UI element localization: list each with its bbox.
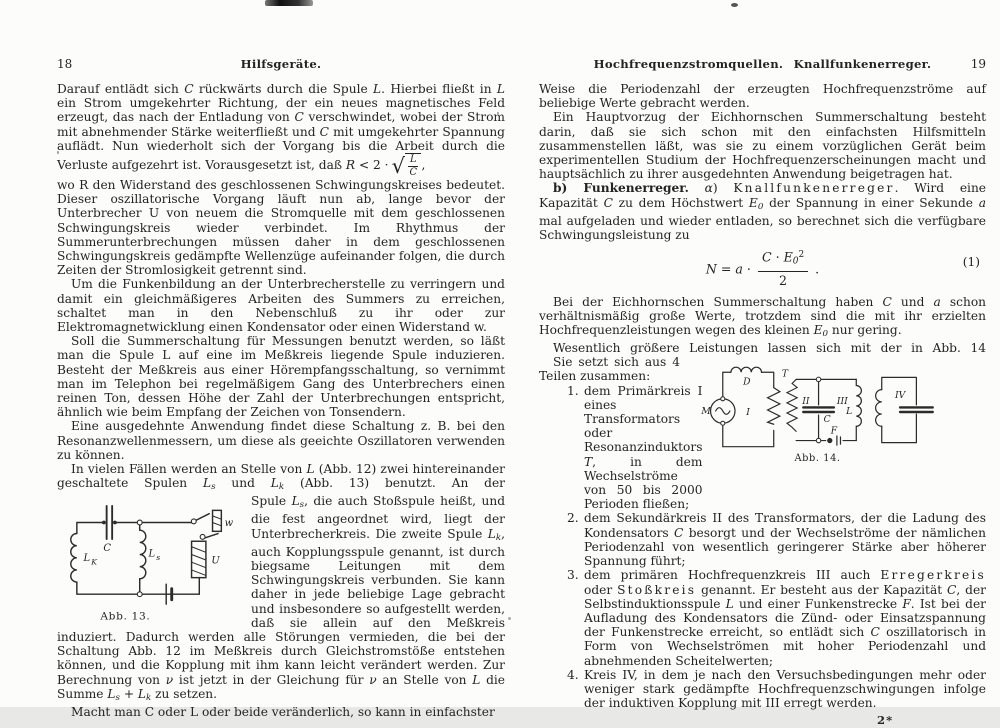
- secondary-coil-ii: [787, 380, 797, 432]
- sine-icon: [716, 408, 730, 415]
- capacitor-plates: [107, 506, 113, 539]
- list-item: [567, 668, 986, 711]
- fraction-denominator: 2: [779, 272, 788, 288]
- paragraph-measurement: Soll die Summerschaltung für Messungen benutzt werden, so läßt man die Spule L auf eine im Meßkreis liegende Spule induzieren. Besteht der Meßkreis aus einer Hörempfangsschaltung, so vernimmt man im Telephon bei regelmäßigem Gang des Unterbrechers einen reinen Ton, dessen Höhe der Zahl der Unterbrechungen entspricht, ähnlich wie beim Empfang der Zeichen von Tonsendern.: [57, 334, 505, 420]
- list-item-number: 2.: [567, 511, 579, 526]
- capacitor-plates: [803, 408, 834, 413]
- terminal: [137, 592, 142, 597]
- fig14-label-transformer-t: T: [781, 368, 788, 380]
- circuit-diagram-abb13: [57, 497, 239, 623]
- radical: [392, 153, 422, 178]
- page-header-left: [57, 57, 505, 71]
- paragraph-spark-reduction: Um die Funkenbildung an der Unterbrecherstelle zu verringern und damit ein gleichmäßigeres Arbeiten des Summers zu erreichen, schaltet man in den Nebenschluß zu ihr oder zur Elektromagnetwicklung einen Kondensator oder einen Widerstand w.: [57, 277, 505, 335]
- list-item: [567, 511, 986, 568]
- page-header-right: [539, 57, 986, 71]
- scan-artifact-ink-blob: [265, 0, 313, 6]
- fig14-label-circuit-ii: II: [802, 396, 810, 408]
- terminal: [816, 439, 820, 443]
- figure-caption: Abb. 13.: [100, 610, 151, 623]
- list-item-text: dem primären Hochfrequenzkreis III auch Erregerkreis oder Stoßkreis genannt. Er besteht aus der Kapazität C, der Selbstinduktionsspule L und einer Funkenstrecke F. Ist bei der Aufladung des Kondensators die Zünd- oder Einsatzspannung der Funkenstrecke erreicht, so entlädt sich C oszillatorisch in Form von Wechselströmen mit hoher Periodenzahl und abnehmenden Scheitelwerten;: [584, 568, 987, 668]
- resistor-t: [768, 388, 780, 425]
- list-item-number: 1.: [567, 383, 579, 398]
- page-left: [57, 57, 506, 719]
- running-head: Hochfrequenzstromquellen. Knallfunkenerreger.: [593, 57, 932, 71]
- terminal: [191, 519, 196, 524]
- terminal: [721, 397, 725, 401]
- fig13-label-interrupter-u: U: [211, 555, 220, 567]
- coil-d: [731, 367, 762, 372]
- terminal: [200, 535, 205, 540]
- fig13-label-coil-lk: L: [83, 553, 91, 565]
- terminal: [137, 520, 142, 525]
- coil-iv: [876, 390, 882, 427]
- fraction-denominator: C: [409, 167, 417, 179]
- figure-caption: Abb. 14.: [794, 453, 841, 465]
- junction-dot: [102, 521, 106, 525]
- list-item-number: 3.: [567, 568, 579, 583]
- scan-artifact-spot: [731, 3, 738, 7]
- paragraph-advantage: Ein Hauptvorzug der Eichhornschen Summerschaltung besteht darin, daß sie sich schon mit den einfachsten Hilfsmitteln zusammenstellen läßt, was sie zu einem vorzüglichen Gerät beim experimentellen Studium der Hochfrequenzerscheinungen macht und hauptsächlich zu ihrer ausgedehnten Anwendung beigetragen hat.: [539, 110, 986, 182]
- fig14-label-capacitor-c: C: [823, 414, 831, 426]
- formula-lhs: R: [345, 158, 356, 173]
- list-item-number: 4.: [567, 667, 579, 682]
- spark-gap-bracket: [837, 436, 841, 445]
- page-body-left: [57, 82, 505, 719]
- coil-lk: [71, 534, 77, 583]
- list-item: [567, 383, 703, 512]
- paragraph-two-coils-intro: In vielen Fällen werden an Stelle von L (Abb. 12) zwei hintereinander geschaltete Spulen Ls und Lk (Abb. 13) benutzt. An der: [57, 462, 505, 493]
- list-item: [567, 568, 986, 667]
- page-body-right: [539, 82, 986, 728]
- coil-l: [856, 380, 861, 441]
- paragraph-period-number: Weise die Periodenzahl der erzeugten Hochfrequenzströme auf beliebige Werte gebracht werden.: [539, 82, 986, 111]
- fig14-label-coil-d: D: [743, 376, 751, 388]
- fig14-label-coil-l: L: [846, 406, 853, 418]
- scan-artifact-speck: [508, 617, 511, 620]
- fig14-label-circuit-i: I: [746, 407, 750, 419]
- paragraph-four-parts: Sie setzt sich aus 4 Teilen zusammen:: [539, 355, 680, 384]
- fig13-label-capacitor-c: C: [103, 543, 111, 555]
- equation-number: (1): [962, 255, 980, 270]
- fig13-label-coil-ls: L: [148, 549, 156, 561]
- list-item-text: dem Primärkreis I eines Transformators oder Resonanzinduktors T, in dem Wechselströme von 50 bis 2000 Perioden fließen;: [584, 383, 703, 512]
- circuit-diagram-abb14: [690, 357, 940, 464]
- resistor-w-hatch: [213, 516, 222, 526]
- circuit4-wires: [882, 378, 917, 443]
- spark-gap-ball: [827, 438, 832, 443]
- paragraph-resistance: wo R den Widerstand des geschlossenen Schwingungskreises bedeutet. Dieser oszillatorische Vorgang läuft nun ab, lange bevor der Unterbrecher U von neuem die Stromquelle mit dem geschlossenen Schwingungskreis wieder verbindet. Im Rhythmus der Summerunterbrechungen müssen daher in dem geschlossenen Schwingungskreis gedämpfte Wellenzüge aufeinander folgen, die durch Zeiten der Stromlosigkeit getrennt sind.: [57, 178, 505, 278]
- fig14-label-generator-m: M: [701, 406, 711, 418]
- paragraph-application: Eine ausgedehnte Anwendung findet diese Schaltung z. B. bei den Resonanzwellenmessern, um diese als geeichte Oszillatoren verwenden zu können.: [57, 419, 505, 462]
- page-number: 18: [57, 57, 73, 71]
- fig13-label-coil-ls-sub: s: [156, 553, 161, 563]
- equation-fraction: [758, 248, 808, 287]
- fraction-numerator: $C \cdot E0^2$: [758, 248, 808, 271]
- running-head: Hilfsgeräte.: [240, 57, 322, 71]
- paragraph-text: Darauf entlädt sich C rückwärts durch die Spule L. Hierbei fließt in L ein Strom umgekehrter Richtung, der ein neues magnetisches Feld erzeugt, das nach der Entladung von C verschwindet, wobei der Strom mit abnehmender Stärke weiterfließt und C mit umgekehrter Spannung auflädt. Nun wiederholt sich der Vorgang bis die Arbeit durch die Verluste aufgezehrt ist. Vorausgesetzt ist, daß: [57, 82, 506, 173]
- coil-ls: [140, 531, 146, 580]
- figure-abb13: [57, 497, 239, 626]
- figure-abb14: [690, 357, 940, 467]
- inline-formula-damping-condition: [345, 153, 426, 179]
- paragraph-discharge: [57, 82, 505, 178]
- signature-mark: 2*: [877, 713, 894, 728]
- list-item-text: dem Sekundärkreis II des Transformators, der die Ladung des Kondensators C besorgt und der Wechselströme der nämlichen Periodenzahl von wesentlich geringerer Stärke aber höherer Spannung führt;: [584, 511, 986, 569]
- paragraph-section-b-funkenerreger: b) Funkenerreger. α) Knallfunkenerreger. Wird eine Kapazität C zu dem Höchstwert E0 der Spannung in einer Sekunde a mal aufgeladen und wieder entladen, so berechnet sich die verfügbare Schwingungsleistung zu: [539, 181, 987, 242]
- radical-fraction: [405, 153, 422, 178]
- equation-lhs: N = a ·: [705, 261, 755, 277]
- capacitor-iv-plates: [900, 408, 933, 413]
- list-item-text: Kreis IV, in dem je nach den Versuchsbedingungen mehr oder weniger stark gedämpfte Hochfrequenzschwingungen infolge der induktiven Kopplung mit III erregt werden.: [584, 667, 986, 711]
- fig14-label-circuit-iv: IV: [894, 390, 906, 402]
- wire-right-branch: [192, 514, 218, 595]
- page-right: [539, 57, 987, 728]
- paragraph-eichhorn-values: Bei der Eichhornschen Summerschaltung haben C und a schon verhältnismäßig große Werte, trotzdem sind die mit ihr erzielten Hochfrequenzleistungen wegen des kleinen E0 nur gering.: [539, 294, 987, 339]
- page-number: 19: [970, 57, 986, 71]
- interrupter-u-hatch: [192, 547, 206, 576]
- equation-1: [539, 248, 986, 287]
- radical-sign-icon: √: [391, 153, 405, 178]
- paragraph-larger-power-intro: Wesentlich größere Leistungen lassen sich mit der in Abb. 14: [553, 341, 986, 356]
- paragraph-variable-elements: Macht man C oder L oder beide veränderlich, so kann in einfachster: [71, 704, 495, 719]
- terminal: [816, 377, 820, 381]
- formula-relation: < 2 ·: [355, 158, 389, 173]
- fraction-numerator: L: [409, 154, 417, 166]
- junction-dot: [113, 521, 117, 525]
- fig14-label-spark-gap-f: F: [830, 425, 838, 437]
- paragraph-two-coils-wrapped: [57, 494, 505, 705]
- fig13-label-coil-lk-sub: K: [91, 557, 97, 567]
- equation-tail: .: [811, 261, 820, 277]
- fig14-label-circuit-iii: III: [836, 396, 848, 408]
- terminal: [721, 421, 725, 425]
- fig13-label-resistor-w: w: [224, 518, 234, 530]
- formula-tail: ,: [421, 158, 426, 173]
- resistor-w: [213, 511, 222, 532]
- paragraph-text: Spule Ls, die auch Stoßspule heißt, und die fest angeordnet wird, liegt der Unterbrecherkreis. Die zweite Spule Lk, auch Kopplungsspule genannt, ist durch biegsame Leitungen mit dem Schwingungskreis verbunden. Sie kann daher in jede beliebige Lage gebracht und insbesondere so aufgestellt werden, daß sie allein auf den Meßkreis induziert. Dadurch werden alle Störungen vermieden, die bei der Schaltung Abb. 12 im Meßkreis durch Gleichstromstöße entstehen können, und die Kopplung mit ihm kann leicht verändert werden. Zur Berechnung von ν ist jetzt in der Gleichung für ν an Stelle von L die Summe Ls + Lk zu setzen.: [57, 494, 505, 703]
